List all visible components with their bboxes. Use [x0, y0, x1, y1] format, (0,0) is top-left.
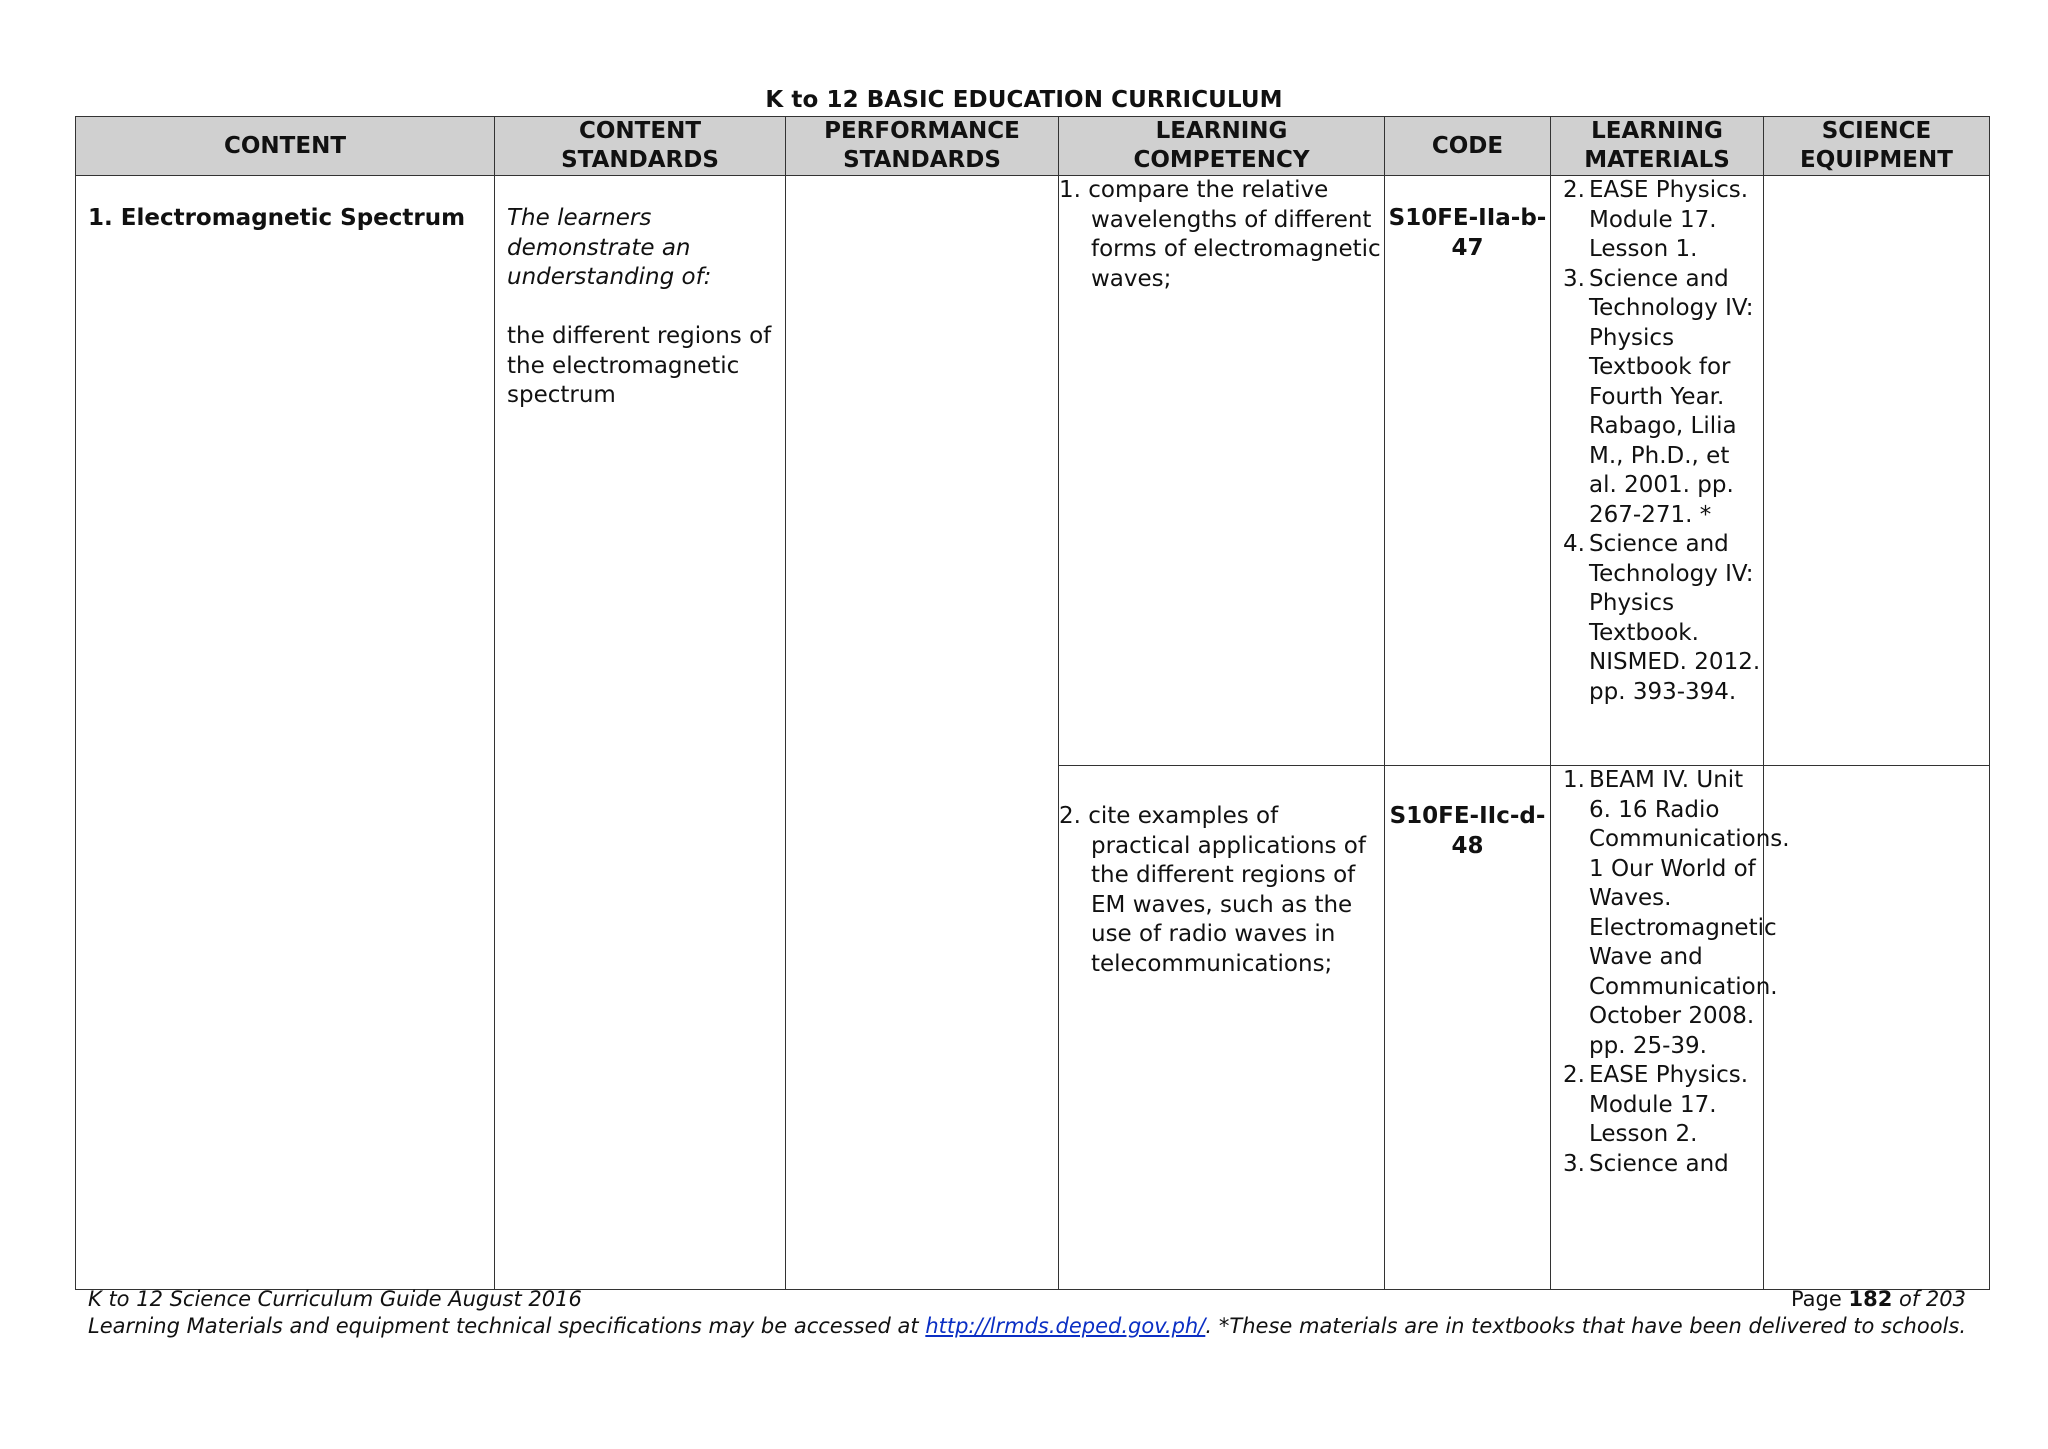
material-item: 3. Science and [1563, 1150, 1729, 1177]
competency-item: 1. compare the relative wavelengths of different forms of electromagnetic waves; [1059, 177, 1381, 292]
header-science-equipment: SCIENCE EQUIPMENT [1764, 117, 1990, 176]
header-performance-standards: PERFORMANCE STANDARDS [786, 117, 1059, 176]
footer-textbook-note: *These materials are in textbooks that have been delivered to schools. [1218, 1314, 1966, 1338]
competency-cell [1059, 766, 1385, 1290]
header-learning-materials: LEARNING MATERIALS [1551, 117, 1764, 176]
equipment-cell [1764, 176, 1990, 766]
document-title: K to 12 BASIC EDUCATION CURRICULUM [765, 87, 1283, 113]
material-item: 4. Science and Technology IV: Physics Textbook. NISMED. 2012. pp. 393-394. [1563, 531, 1761, 705]
equipment-cell [1764, 766, 1990, 1290]
material-item: 1. BEAM IV. Unit 6. 16 Radio Communications. 1 Our World of Waves. Electromagnetic Wave and Communication. October 2008. pp. 25-39. [1563, 767, 1790, 1059]
curriculum-table [75, 116, 1990, 1290]
material-item: 2. EASE Physics. Module 17. Lesson 1. [1563, 177, 1749, 262]
standards-intro: The learners demonstrate an understanding of: [507, 205, 712, 290]
content-standards-cell [495, 176, 786, 1290]
code-cell [1385, 176, 1551, 766]
footer-page-number: Page 182 of 203 [1790, 1287, 1966, 1311]
materials-cell [1551, 766, 1790, 1290]
header-code: CODE [1385, 117, 1551, 176]
header-content: CONTENT [76, 117, 495, 176]
lrmds-link[interactable]: http://lrmds.deped.gov.ph/ [925, 1314, 1206, 1338]
code-cell [1385, 766, 1551, 1290]
footer-access-note: Learning Materials and equipment technical specifications may be accessed at http://lrmds.deped.gov.ph/. [88, 1314, 1212, 1338]
content-topic: 1. Electromagnetic Spectrum [88, 205, 466, 231]
material-item: 3. Science and Technology IV: Physics Textbook for Fourth Year. Rabago, Lilia M., Ph.D., et al. 2001. pp. 267-271. * [1563, 265, 1754, 528]
competency-item: 2. cite examples of practical applications of the different regions of EM waves, such as the use of radio waves in telecommunications; [1059, 803, 1366, 977]
competency-code: S10FE-IIa-b-47 [1388, 205, 1547, 261]
material-item: 2. EASE Physics. Module 17. Lesson 2. [1563, 1062, 1749, 1147]
materials-cell [1551, 176, 1764, 766]
footer-guide-title: K to 12 Science Curriculum Guide August 2016 [88, 1287, 582, 1311]
header-learning-competency: LEARNING COMPETENCY [1059, 117, 1385, 176]
competency-cell [1059, 176, 1385, 766]
header-row [76, 117, 1990, 176]
performance-standards-cell [786, 176, 1059, 1290]
content-cell [76, 176, 495, 1290]
competency-code: S10FE-IIc-d-48 [1389, 803, 1546, 859]
standards-body: the different regions of the electromagnetic spectrum [507, 323, 772, 408]
table-row [76, 176, 1990, 766]
header-content-standards: CONTENT STANDARDS [495, 117, 786, 176]
